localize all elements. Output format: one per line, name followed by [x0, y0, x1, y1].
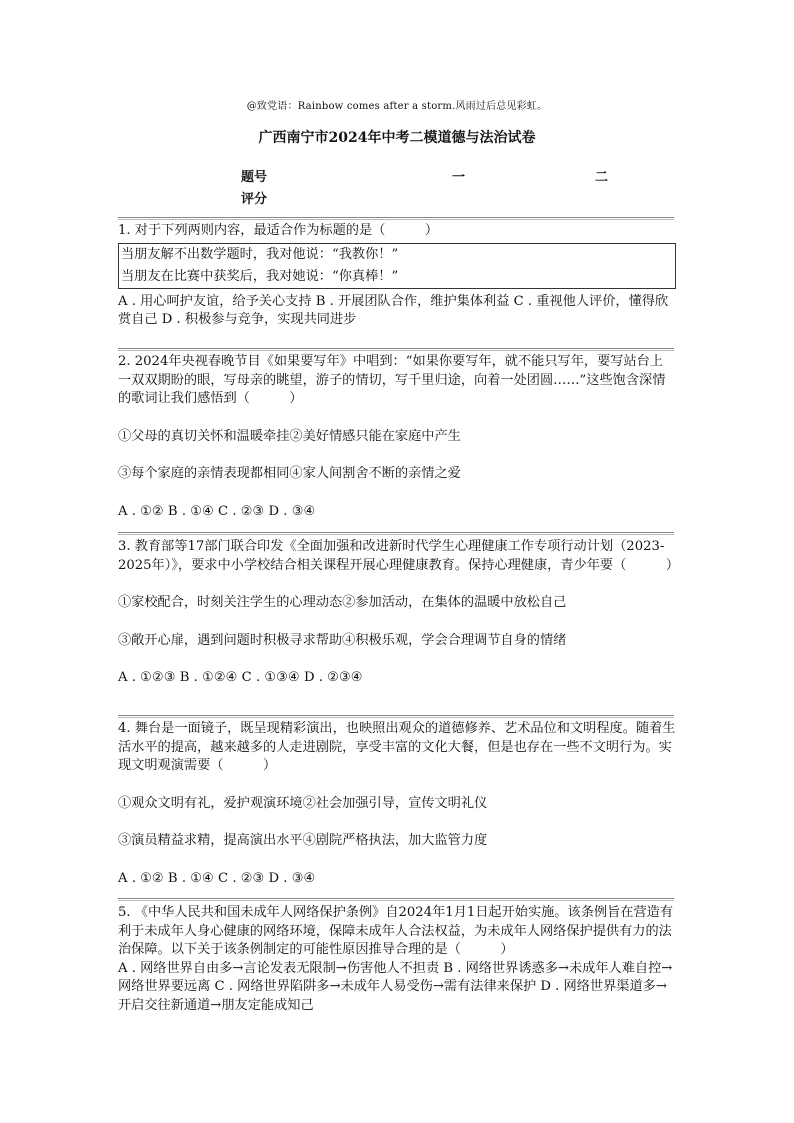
question-divider	[118, 217, 674, 220]
answer-options: A . 用心呵护友谊，给予关心支持 B . 开展团队合作，维护集体利益 C . 重视他人评价，懂得欣赏自己 D . 积极参与竞争，实现共同进步	[118, 293, 669, 327]
answer-options: A . 网络世界自由多→言论发表无限制→伤害他人不担责 B . 网络世界诱惑多→未成年人难自控→网络世界要远离 C . 网络世界陷阱多→未成年人易受伤→需有法律来保护 D . 网络世界渠道多→开启交往新通道→朋友定能成知己	[118, 960, 673, 1013]
question-stem: 2. 2024年央视春晚节目《如果要写年》中唱到：“如果你要写年，就不能只写年，要写站台上一双双期盼的眼，写母亲的眺望，游子的情切，写千里归途，向着一处团圆……”这些饱含深情的歌词让我们感悟到（ ）	[118, 354, 666, 406]
statement-line: ③演员精益求精，提高演出水平④剧院严格执法，加大监管力度	[118, 833, 488, 848]
question-5	[118, 904, 676, 1015]
score-col-2: 二	[595, 170, 609, 185]
answer-options: A . ①②③ B . ①②④ C . ①③④ D . ②③④	[118, 670, 363, 685]
quote-line: 当朋友在比赛中获奖后，我对她说：“你真棒！”	[121, 268, 399, 284]
question-divider	[118, 348, 674, 351]
quote-box	[118, 243, 676, 289]
question-3	[118, 538, 680, 688]
question-stem: 1. 对于下列两则内容，最适合作为标题的是（ ）	[118, 223, 439, 238]
question-1	[118, 222, 676, 330]
score-row-label: 评分	[241, 192, 268, 207]
score-col-1: 一	[452, 170, 466, 185]
answer-options: A . ①② B . ①④ C . ②③ D . ③④	[118, 870, 316, 886]
score-table-header-row	[241, 166, 661, 188]
question-stem: 4. 舞台是一面镜子，既呈现精彩演出，也映照出观众的道德修养、艺术品位和文明程度。随着生活水平的提高，越来越多的人走进剧院，享受丰富的文化大餐，但是也存在一些不文明行为。实现文明观演需要（ ）	[118, 721, 676, 773]
question-2	[118, 353, 676, 521]
statement-line: ③每个家庭的亲情表现都相同④家人间割舍不断的亲情之爱	[118, 466, 461, 481]
statement-line: ①观众文明有礼，爱护观演环境②社会加强引导，宣传文明礼仪	[118, 795, 488, 811]
question-divider	[118, 532, 674, 535]
question-divider	[118, 898, 674, 901]
question-divider	[118, 715, 674, 718]
question-stem: 3. 教育部等17部门联合印发《全面加强和改进新时代学生心理健康工作专项行动计划（2023-2025年）》，要求中小学校结合相关课程开展心理健康教育。保持心理健康，青少年要（ ）	[118, 539, 680, 573]
answer-options: A . ①② B . ①④ C . ②③ D . ③④	[118, 503, 316, 519]
score-table-score-row	[241, 188, 661, 210]
statement-line: ③敞开心扉，遇到问题时积极寻求帮助④积极乐观，学会合理调节自身的情绪	[118, 632, 567, 648]
page-title: 广西南宁市2024年中考二模道德与法治试卷	[258, 130, 536, 146]
question-stem: 5. 《中华人民共和国未成年人网络保护条例》自2024年1月1日起开始实施。该条例旨在营造有利于未成年人身心健康的网络环境，保障未成年人合法权益，为未成年人网络保护提供有力的法治保障。以下关于该条例制定的可能性原因推导合理的是（ ）	[118, 905, 674, 957]
score-table	[241, 166, 661, 210]
statement-line: ①家校配合，时刻关注学生的心理动态②参加活动，在集体的温暖中放松自己	[118, 595, 567, 610]
score-col-label: 题号	[241, 170, 268, 185]
statement-line: ①父母的真切关怀和温暖牵挂②美好情感只能在家庭中产生	[118, 428, 461, 444]
page-motto: @致党语：Rainbow comes after a storm.风雨过后总见彩虹。	[246, 101, 548, 112]
question-4	[118, 720, 676, 888]
quote-line: 当朋友解不出数学题时，我对他说：“我教你！”	[121, 246, 399, 262]
